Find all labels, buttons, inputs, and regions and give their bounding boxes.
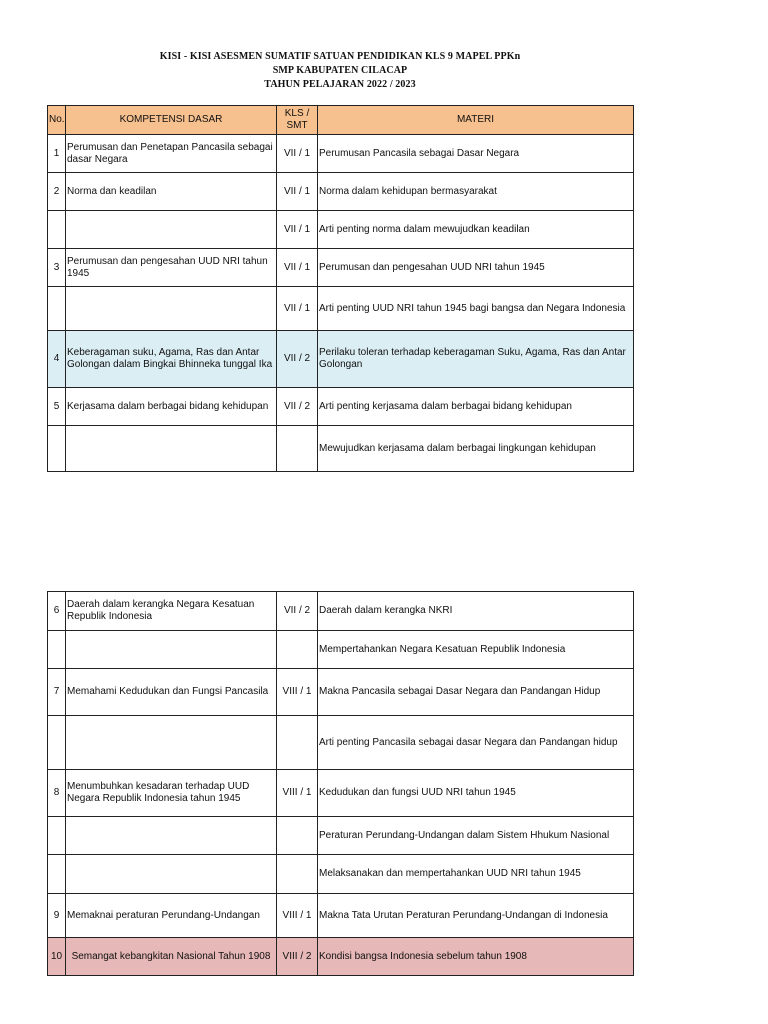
cell-kls: VII / 2 (277, 388, 318, 426)
table-row (48, 249, 634, 287)
table-row (48, 173, 634, 211)
table-header-row (48, 106, 634, 135)
cell-materi: Arti penting Pancasila sebagai dasar Negara dan Pandangan hidup (318, 716, 634, 770)
cell-kls (277, 426, 318, 472)
cell-no (48, 287, 66, 331)
table-row-highlighted (48, 331, 634, 388)
cell-kls (277, 855, 318, 894)
table-row (48, 426, 634, 472)
cell-materi: Makna Pancasila sebagai Dasar Negara dan Pandangan Hidup (318, 669, 634, 716)
table-row (48, 388, 634, 426)
cell-kd: Norma dan keadilan (66, 173, 277, 211)
cell-kd: Memahami Kedudukan dan Fungsi Pancasila (66, 669, 277, 716)
cell-materi: Daerah dalam kerangka NKRI (318, 592, 634, 631)
cell-kd (66, 817, 277, 855)
cell-materi: Norma dalam kehidupan bermasyarakat (318, 173, 634, 211)
cell-kd: Perumusan dan Penetapan Pancasila sebagai dasar Negara (66, 135, 277, 173)
cell-materi: Mempertahankan Negara Kesatuan Republik Indonesia (318, 631, 634, 669)
cell-materi: Arti penting UUD NRI tahun 1945 bagi bangsa dan Negara Indonesia (318, 287, 634, 331)
cell-kd (66, 631, 277, 669)
cell-materi: Melaksanakan dan mempertahankan UUD NRI tahun 1945 (318, 855, 634, 894)
cell-no (48, 817, 66, 855)
cell-no: 5 (48, 388, 66, 426)
cell-no: 6 (48, 592, 66, 631)
doc-title-line-1: KISI - KISI ASESMEN SUMATIF SATUAN PENDIDIKAN KLS 9 MAPEL PPKn (159, 51, 521, 62)
doc-title-line-2: SMP KABUPATEN CILACAP (272, 65, 408, 76)
table-row (48, 716, 634, 770)
table-row (48, 135, 634, 173)
doc-title-line-3: TAHUN PELAJARAN 2022 / 2023 (264, 79, 416, 90)
header-kls-smt: KLS / SMT (277, 106, 318, 135)
cell-materi: Makna Tata Urutan Peraturan Perundang-Undangan di Indonesia (318, 894, 634, 938)
cell-no: 1 (48, 135, 66, 173)
cell-no: 7 (48, 669, 66, 716)
cell-kls: VIII / 2 (277, 938, 318, 976)
cell-kd: Perumusan dan pengesahan UUD NRI tahun 1945 (66, 249, 277, 287)
cell-kls (277, 817, 318, 855)
table-row (48, 770, 634, 817)
table-row (48, 287, 634, 331)
cell-kd (66, 716, 277, 770)
cell-materi: Perumusan Pancasila sebagai Dasar Negara (318, 135, 634, 173)
cell-kd: Keberagaman suku, Agama, Ras dan Antar Golongan dalam Bingkai Bhinneka tunggal Ika (66, 331, 277, 388)
cell-materi: Arti penting kerjasama dalam berbagai bidang kehidupan (318, 388, 634, 426)
cell-kd: Daerah dalam kerangka Negara Kesatuan Republik Indonesia (66, 592, 277, 631)
cell-no (48, 211, 66, 249)
cell-kd: Kerjasama dalam berbagai bidang kehidupan (66, 388, 277, 426)
cell-no (48, 855, 66, 894)
kisi-table-1 (47, 105, 634, 472)
cell-materi: Perilaku toleran terhadap keberagaman Suku, Agama, Ras dan Antar Golongan (318, 331, 634, 388)
cell-kls: VII / 1 (277, 249, 318, 287)
cell-materi: Perumusan dan pengesahan UUD NRI tahun 1945 (318, 249, 634, 287)
kisi-table-2 (47, 591, 634, 976)
cell-no: 4 (48, 331, 66, 388)
cell-kls: VII / 2 (277, 592, 318, 631)
cell-kd (66, 211, 277, 249)
cell-kd: Memaknai peraturan Perundang-Undangan (66, 894, 277, 938)
cell-materi: Kedudukan dan fungsi UUD NRI tahun 1945 (318, 770, 634, 817)
cell-kd (66, 855, 277, 894)
table-row (48, 855, 634, 894)
cell-materi: Arti penting norma dalam mewujudkan keadilan (318, 211, 634, 249)
cell-no (48, 631, 66, 669)
cell-materi: Kondisi bangsa Indonesia sebelum tahun 1908 (318, 938, 634, 976)
cell-kd (66, 426, 277, 472)
table-row (48, 592, 634, 631)
header-no: No. (48, 106, 66, 135)
cell-no: 10 (48, 938, 66, 976)
cell-no (48, 426, 66, 472)
cell-kd: Semangat kebangkitan Nasional Tahun 1908 (66, 938, 277, 976)
cell-kls: VII / 1 (277, 211, 318, 249)
cell-no (48, 716, 66, 770)
cell-materi: Mewujudkan kerjasama dalam berbagai lingkungan kehidupan (318, 426, 634, 472)
cell-materi: Peraturan Perundang-Undangan dalam Sistem Hhukum Nasional (318, 817, 634, 855)
cell-no: 9 (48, 894, 66, 938)
table-row (48, 817, 634, 855)
cell-kd: Menumbuhkan kesadaran terhadap UUD Negara Republik Indonesia tahun 1945 (66, 770, 277, 817)
cell-no: 2 (48, 173, 66, 211)
cell-no: 8 (48, 770, 66, 817)
table-row (48, 894, 634, 938)
cell-kls: VIII / 1 (277, 894, 318, 938)
table-row-highlighted (48, 938, 634, 976)
header-kompetensi-dasar: KOMPETENSI DASAR (66, 106, 277, 135)
cell-kls: VII / 1 (277, 173, 318, 211)
cell-kls (277, 716, 318, 770)
cell-kls: VIII / 1 (277, 669, 318, 716)
table-row (48, 669, 634, 716)
header-materi: MATERI (318, 106, 634, 135)
cell-kls: VII / 2 (277, 331, 318, 388)
cell-kls: VII / 1 (277, 135, 318, 173)
cell-kd (66, 287, 277, 331)
cell-kls (277, 631, 318, 669)
cell-kls: VIII / 1 (277, 770, 318, 817)
table-row (48, 211, 634, 249)
cell-kls: VII / 1 (277, 287, 318, 331)
cell-no: 3 (48, 249, 66, 287)
table-row (48, 631, 634, 669)
